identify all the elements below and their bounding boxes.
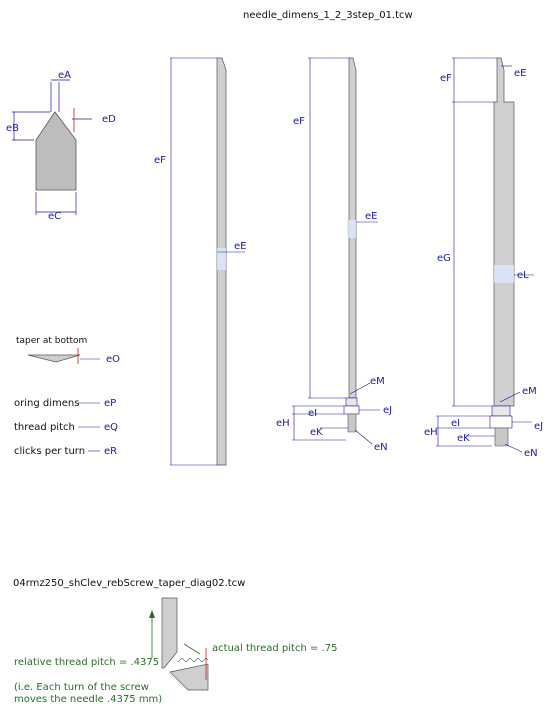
needle2-label-eE: eE	[365, 211, 378, 222]
needle3-label-eK: eK	[457, 433, 470, 444]
actual-thread-pitch: actual thread pitch = .75	[212, 643, 338, 654]
needle3-label-eM: eM	[522, 386, 537, 397]
label-eD: eD	[102, 114, 116, 125]
needle2-label-eM: eM	[370, 376, 385, 387]
needle3-label-eE: eE	[514, 68, 527, 79]
taper-tip	[170, 664, 208, 690]
legend-thread-pitch-label: thread pitch	[14, 422, 75, 433]
tip-detail	[12, 80, 92, 215]
thread-teeth	[178, 658, 208, 662]
legend-oring-code: eP	[104, 398, 117, 409]
legend-clicks-label: clicks per turn	[14, 446, 86, 457]
label-eA: eA	[58, 70, 71, 81]
needle2-label-eN: eN	[374, 442, 388, 453]
relative-thread-pitch: relative thread pitch = .4375	[14, 657, 160, 668]
screw-shaft	[162, 598, 177, 668]
needle2-label-eI: eI	[308, 408, 318, 419]
needle-1	[170, 58, 245, 465]
legend-taper-code: eO	[106, 354, 121, 365]
top-filename: needle_dimens_1_2_3step_01.tcw	[243, 10, 413, 21]
label-eB: eB	[6, 123, 20, 134]
needle3-label-eF: eF	[440, 73, 452, 84]
needle1-label-eF: eF	[154, 155, 166, 166]
screw-taper-diagram	[149, 598, 208, 690]
needle2-label-eK: eK	[310, 427, 323, 438]
needle2-label-eH: eH	[276, 418, 290, 429]
needle3-label-eN: eN	[524, 448, 538, 459]
label-eC: eC	[48, 211, 62, 222]
needle3-label-eL: eL	[517, 270, 529, 281]
needle-3-body	[494, 58, 514, 406]
needle3-label-eI: eI	[451, 418, 461, 429]
needle2-label-eF: eF	[293, 116, 305, 127]
needle3-label-eG: eG	[437, 253, 451, 264]
legend-thread-pitch-code: eQ	[104, 422, 119, 433]
legend-oring-label: oring dimens	[14, 398, 80, 409]
legend-taper-title: taper at bottom	[16, 336, 88, 346]
needle2-label-eJ: eJ	[383, 405, 393, 416]
needle3-label-eH: eH	[424, 427, 438, 438]
bottom-filename: 04rmz250_shClev_rebScrew_taper_diag02.tcw	[13, 578, 246, 589]
note-line-1: (i.e. Each turn of the screw	[14, 682, 149, 693]
needle1-label-eE: eE	[234, 241, 247, 252]
tip-shape	[36, 112, 76, 190]
legend-clicks-code: eR	[104, 446, 118, 457]
needle3-label-eJ: eJ	[534, 421, 544, 432]
note-line-2: moves the needle .4375 mm)	[14, 694, 163, 705]
needle-2	[292, 58, 380, 444]
